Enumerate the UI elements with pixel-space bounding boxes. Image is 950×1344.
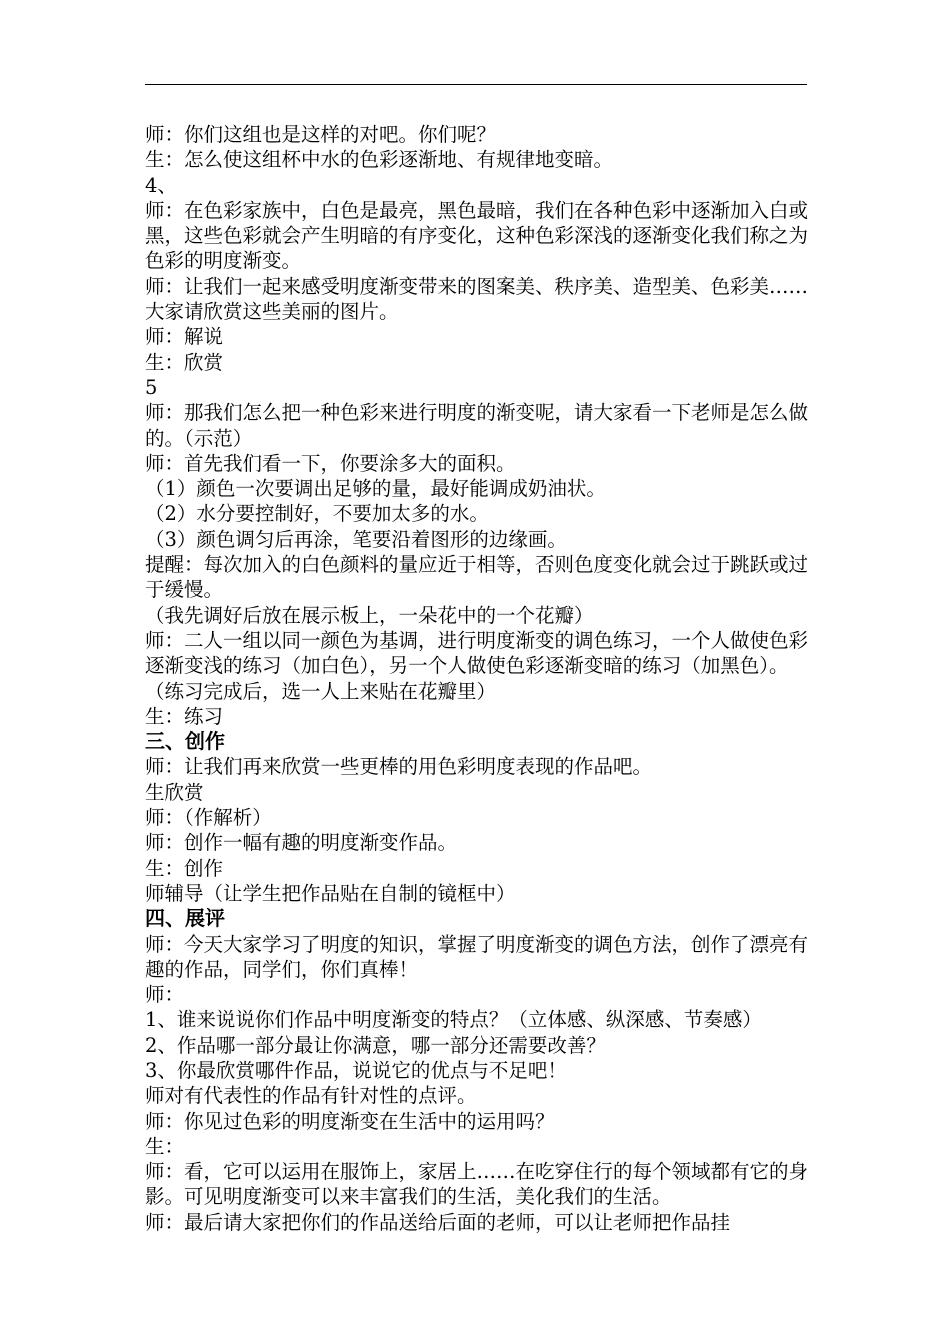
text-line: 师：首先我们看一下，你要涂多大的面积。 xyxy=(145,451,516,475)
text-line: 生：练习 xyxy=(145,704,224,728)
text-line: 生欣赏 xyxy=(145,780,204,804)
text-line: 师：解说 xyxy=(145,325,224,349)
text-line: 5 xyxy=(145,375,158,399)
text-line: 师： xyxy=(145,983,185,1007)
text-line: （3）颜色调匀后再涂，笔要沿着图形的边缘画。 xyxy=(145,527,567,551)
text-line: 提醒：每次加入的白色颜料的量应近于相等，否则色度变化就会过于跳跃或过于缓慢。 xyxy=(145,553,809,602)
text-line: （1）颜色一次要调出足够的量，最好能调成奶油状。 xyxy=(145,477,606,501)
text-line: 师对有代表性的作品有针对性的点评。 xyxy=(145,1084,477,1108)
text-line: 生：欣赏 xyxy=(145,350,224,374)
text-line: 师：在色彩家族中，白色是最亮，黑色最暗，我们在各种色彩中逐渐加入白或黑，这些色彩就会产生明暗的有序变化，这种色彩深浅的逐渐变化我们称之为色彩的明度渐变。 xyxy=(145,198,809,273)
text-line: 生： xyxy=(145,1134,185,1158)
section-heading: 三、创作 xyxy=(145,729,225,754)
text-line: 师：创作一幅有趣的明度渐变作品。 xyxy=(145,831,458,855)
text-line: 师：你见过色彩的明度渐变在生活中的运用吗？ xyxy=(145,1109,555,1133)
text-line: 师：最后请大家把你们的作品送给后面的老师，可以让老师把作品挂 xyxy=(145,1210,731,1234)
text-line: 师：（作解析） xyxy=(145,806,272,830)
text-line: 师：让我们一起来感受明度渐变带来的图案美、秩序美、造型美、色彩美……大家请欣赏这些美丽的图片。 xyxy=(145,274,809,324)
text-line: 1、谁来说说你们作品中明度渐变的特点？（立体感、纵深感、节奏感） xyxy=(145,1008,762,1032)
text-line: 师辅导（让学生把作品贴在自制的镜框中） xyxy=(145,881,516,905)
header-rule xyxy=(145,84,807,85)
text-line: （2）水分要控制好，不要加太多的水。 xyxy=(145,502,489,526)
text-line: 生：怎么使这组杯中水的色彩逐渐地、有规律地变暗。 xyxy=(145,148,614,172)
text-line: 师：二人一组以同一颜色为基调，进行明度渐变的调色练习，一个人做使色彩逐渐变浅的练习（加白色），另一个人做使色彩逐渐变暗的练习（加黑色）。（练习完成后，选一人上来贴在花瓣里） xyxy=(145,628,809,703)
document-body xyxy=(145,122,815,1235)
section-heading: 四、展评 xyxy=(145,906,225,931)
text-line: 2、作品哪一部分最让你满意，哪一部分还需要改善？ xyxy=(145,1033,606,1057)
text-line: 3、你最欣赏哪件作品，说说它的优点与不足吧！ xyxy=(145,1058,567,1082)
text-line: 师：你们这组也是这样的对吧。你们呢？ xyxy=(145,123,497,146)
text-line: （我先调好后放在展示板上，一朵花中的一个花瓣） xyxy=(145,603,594,627)
text-line: 师：看，它可以运用在服饰上，家居上……在吃穿住行的每个领域都有它的身影。可见明度渐变可以来丰富我们的生活，美化我们的生活。 xyxy=(145,1160,809,1209)
text-line: 生：创作 xyxy=(145,856,224,880)
text-line: 师：那我们怎么把一种色彩来进行明度的渐变呢，请大家看一下老师是怎么做的。（示范） xyxy=(145,401,809,450)
text-line: 师：今天大家学习了明度的知识，掌握了明度渐变的调色方法，创作了漂亮有趣的作品，同学们，你们真棒！ xyxy=(145,932,809,981)
text-line: 4、 xyxy=(145,173,177,197)
text-line: 师：让我们再来欣赏一些更棒的用色彩明度表现的作品吧。 xyxy=(145,755,653,779)
